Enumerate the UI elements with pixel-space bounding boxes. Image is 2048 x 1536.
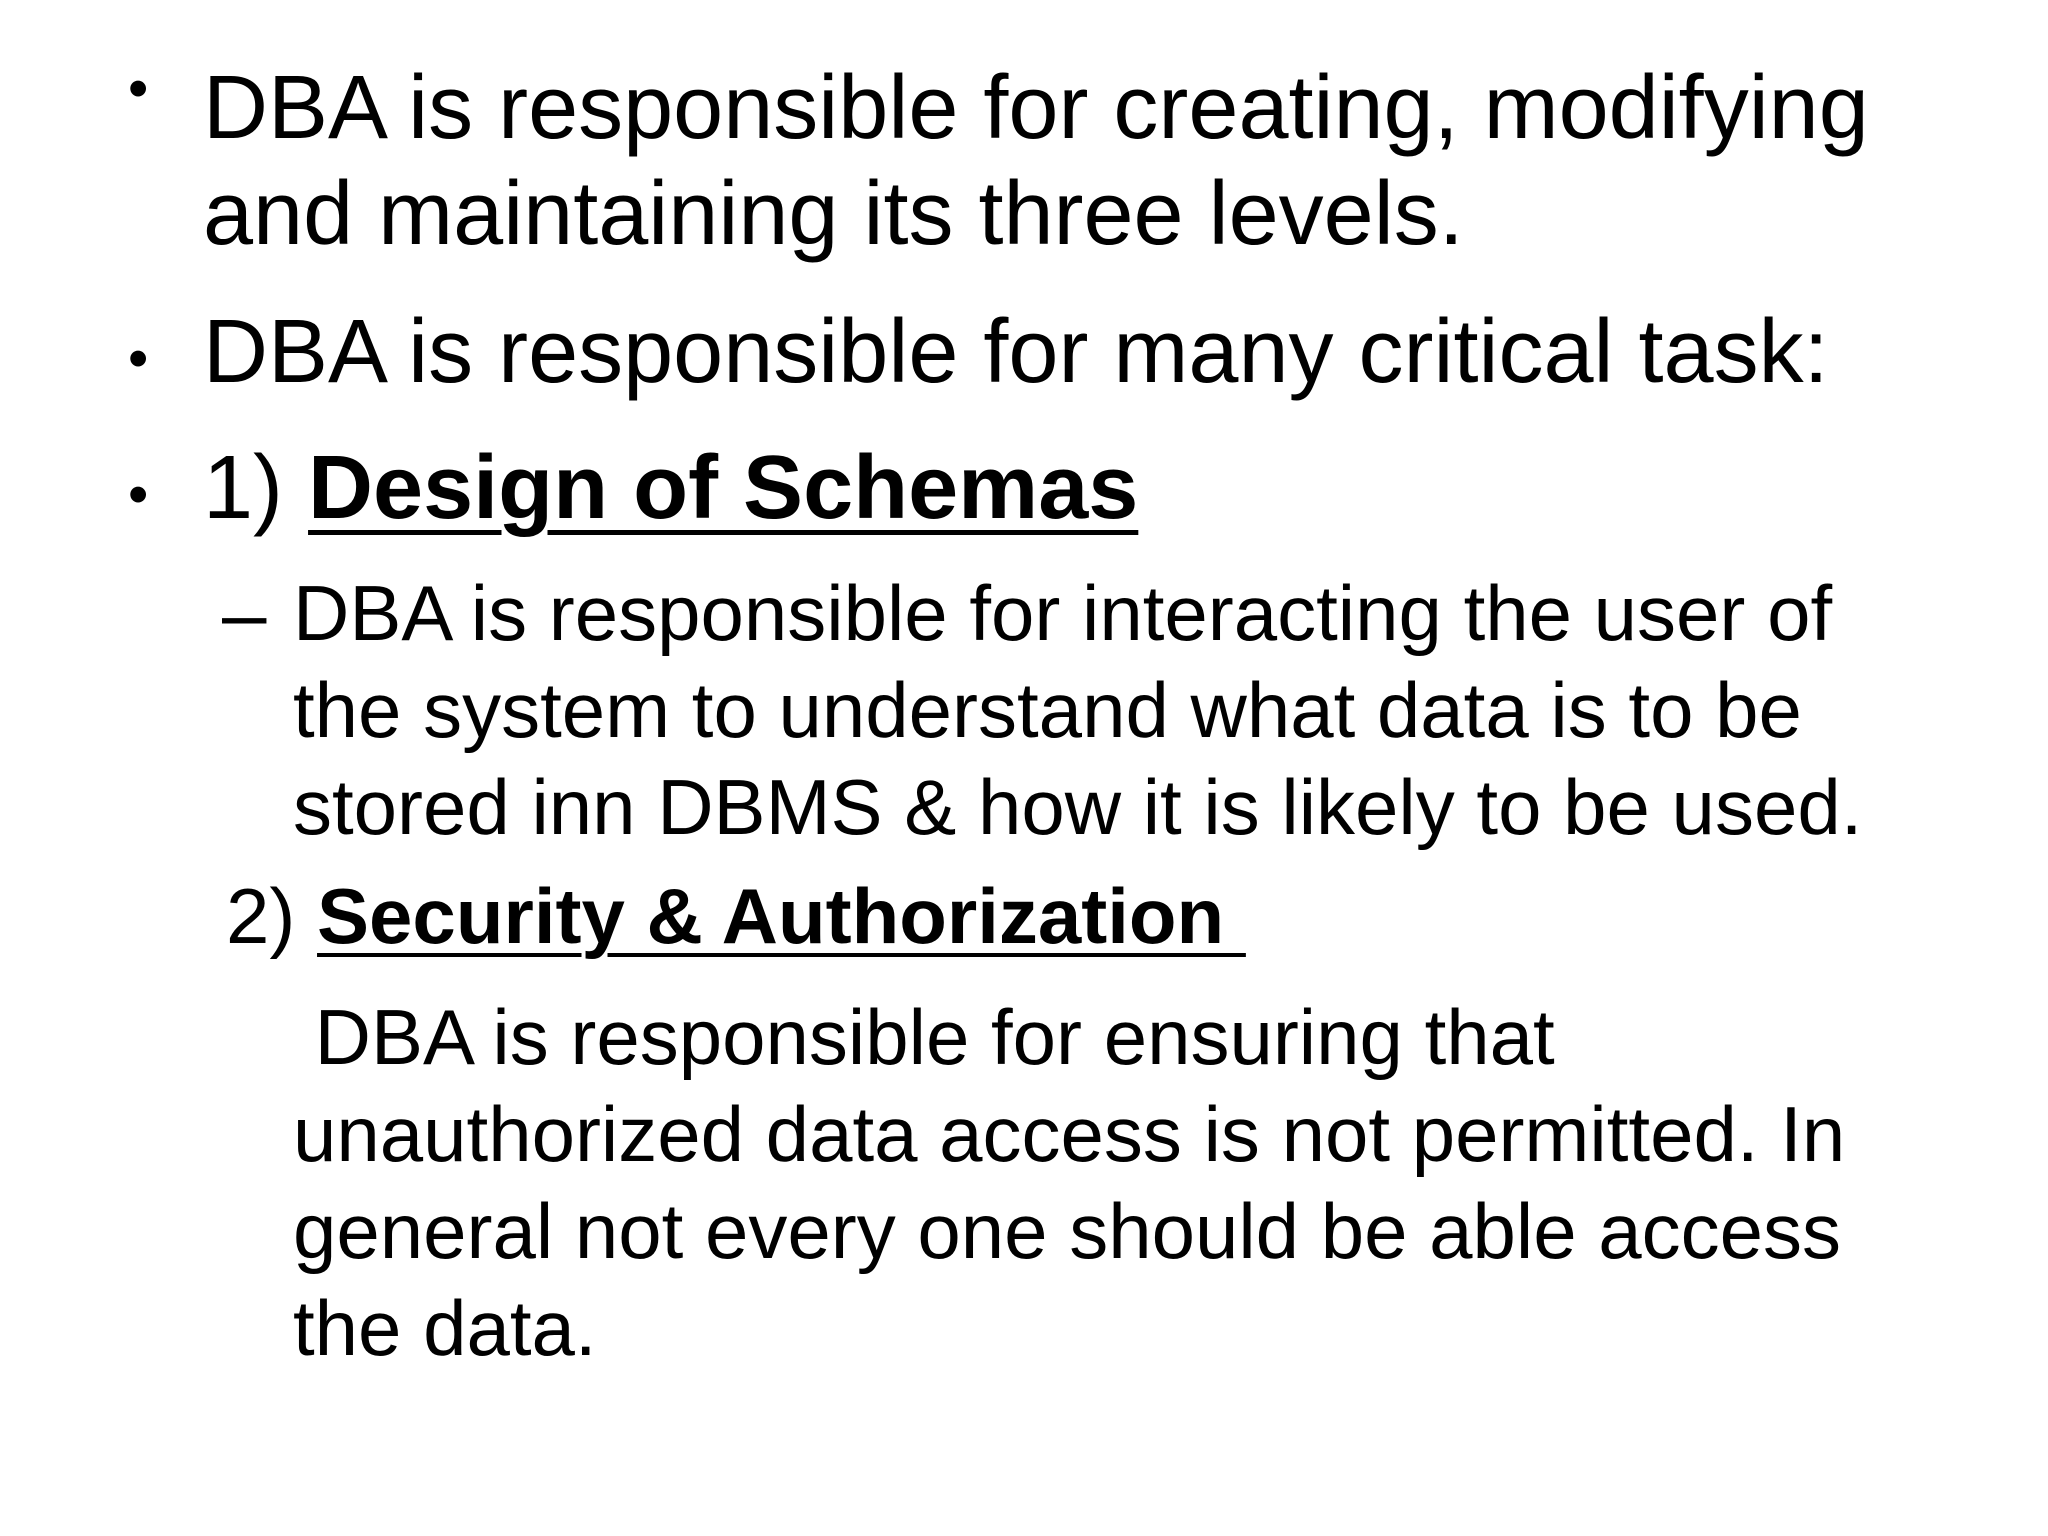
paragraph-line: the data. [293, 1284, 597, 1372]
section-heading-security [226, 868, 1246, 964]
bullet-icon: • [128, 462, 149, 527]
paragraph-line: general not every one should be able access [293, 1187, 1842, 1275]
paragraph-line: the system to understand what data is to be [293, 666, 1802, 754]
section-title: Design of Schemas [308, 438, 1139, 538]
bullet-icon: • [128, 326, 149, 391]
bullet-line: DBA is responsible for many critical task: [203, 302, 1829, 402]
section-number: 2) [226, 872, 296, 960]
bullet-line: and maintaining its three levels. [203, 164, 1464, 264]
paragraph-line: unauthorized data access is not permitted. In [293, 1090, 1846, 1178]
section-number: 1) [203, 438, 284, 538]
paragraph-line: DBA is responsible for ensuring that [293, 993, 1555, 1081]
bullet-icon: • [128, 56, 149, 121]
dash-icon: – [222, 569, 267, 658]
paragraph-line: DBA is responsible for interacting the user of [293, 569, 1833, 657]
bullet-line: DBA is responsible for creating, modifying [203, 58, 1869, 158]
section-heading-design-of-schemas [203, 438, 1139, 538]
paragraph-line: stored inn DBMS & how it is likely to be used. [293, 763, 1863, 851]
section-title: Security & Authorization [317, 872, 1246, 960]
